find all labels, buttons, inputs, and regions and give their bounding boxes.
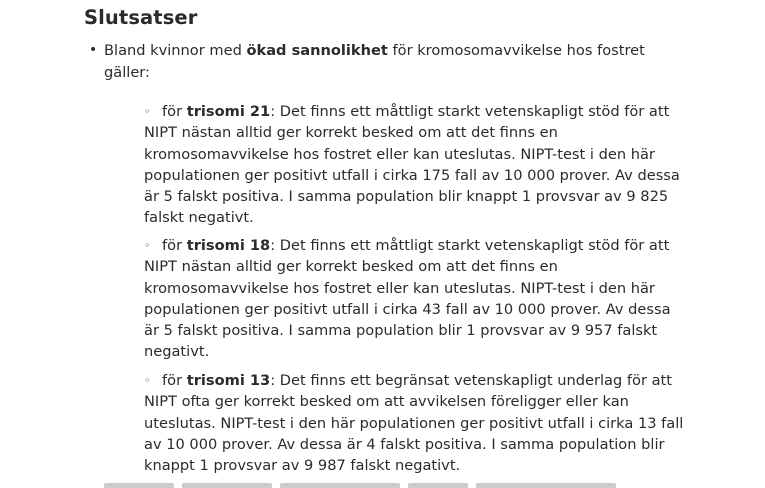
sub-item-text: : Det finns ett måttligt starkt vetenskapligt stöd för att NIPT nästan alltid ger korrekt besked om att det finns en kromosomavvikelse hos fostret eller kan uteslutas. NIPT-test i den här populationen ger positivt utfall i cirka 175 fall av 10 000 prover. Av dessa är 5 falskt positiva. I samma population blir knappt 1 provsvar av 9 825 falskt negativt. (144, 103, 680, 227)
sub-item-trisomi-21 (144, 101, 684, 229)
main-item-bold: ökad sannolikhet (246, 42, 388, 59)
circle-bullet-icon: ◦ (144, 374, 151, 387)
sub-item-prefix: för (162, 372, 187, 389)
circle-bullet-icon: ◦ (144, 105, 151, 118)
main-item-suffix: för kromosomavvikelse hos fostret gäller: (104, 42, 645, 81)
sub-item-prefix: för (162, 103, 187, 120)
sub-item-term: trisomi 18 (186, 237, 271, 254)
sub-item-trisomi-13 (144, 370, 684, 476)
sub-item-term: trisomi 13 (186, 372, 271, 389)
bullet-icon: • (89, 42, 98, 58)
sub-item-text: : Det finns ett måttligt starkt vetenskapligt stöd för att NIPT nästan alltid ger korrekt besked om att det finns en kromosomavvikelse hos fostret eller kan uteslutas. NIPT-test i den här populationen ger positivt utfall i cirka 43 fall av 10 000 prover. Av dessa är 5 falskt positiva. I samma population blir 1 provsvar av 9 957 falskt negativt. (144, 237, 671, 361)
sub-item-text: : Det finns ett begränsat vetenskapligt underlag för att NIPT ofta ger korrekt besked om att avvikelsen föreligger eller kan uteslutas. NIPT-test i den här populationen ger positivt utfall i cirka 13 fall av 10 000 prover. Av dessa är 4 falskt positiva. I samma population blir knappt 1 provsvar av 9 987 falskt negativt. (144, 372, 684, 475)
sub-item-prefix: för (162, 237, 187, 254)
sub-item-term: trisomi 21 (186, 103, 271, 120)
sub-item-trisomi-18 (144, 235, 684, 363)
section-heading: Slutsatser (84, 6, 198, 29)
main-item-prefix: Bland kvinnor med (104, 42, 247, 59)
conclusion-list-item (89, 40, 684, 83)
circle-bullet-icon: ◦ (144, 239, 151, 252)
clipped-next-item (104, 477, 664, 488)
